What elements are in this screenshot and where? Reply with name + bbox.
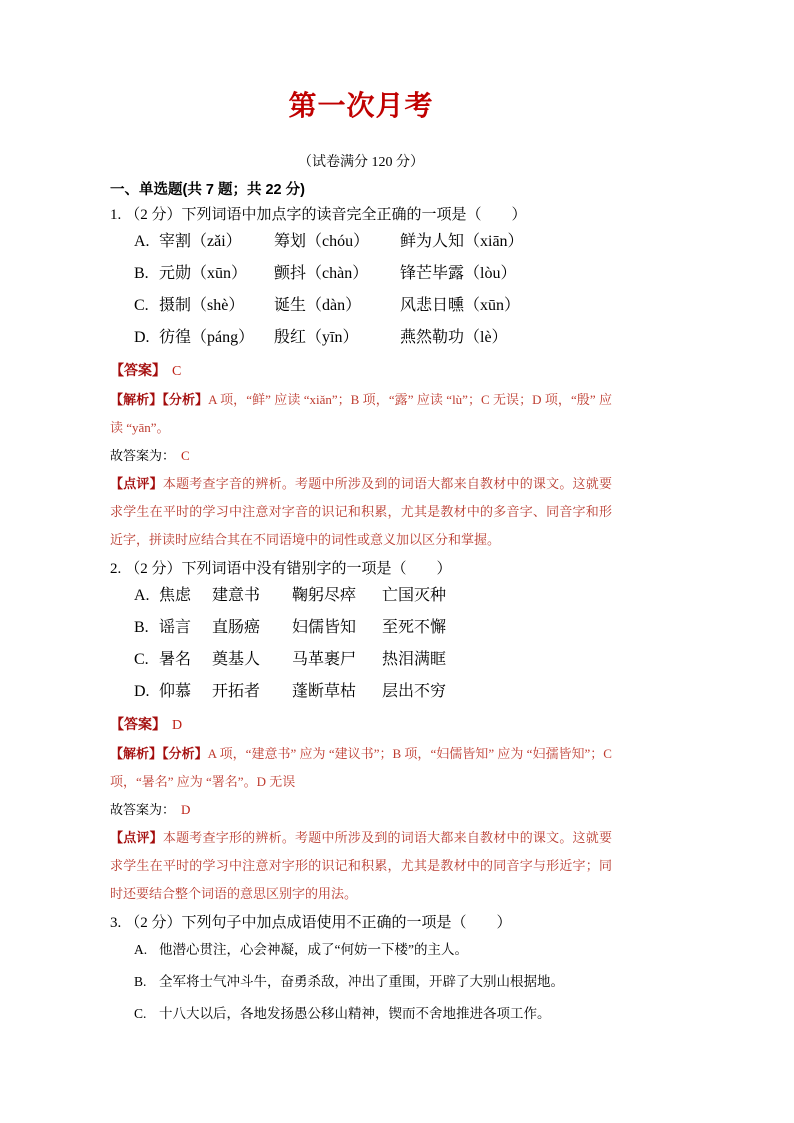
question-2-option-c — [110, 644, 612, 676]
answer-tag: 【答案】 — [110, 718, 166, 733]
question-2-comment — [110, 824, 612, 908]
question-1-analysis — [110, 386, 612, 442]
question-3-option-b — [110, 966, 612, 998]
question-1-option-b — [110, 258, 612, 290]
option-word: 锋芒毕露（lòu） — [400, 265, 517, 282]
option-word: 热泪满眶 — [382, 651, 447, 668]
option-word: 元勋（xūn） — [159, 265, 248, 282]
option-word: 奠基人 — [212, 651, 261, 668]
analysis-tag: 【解析】【分析】 — [110, 746, 208, 761]
option-word: 蓬断草枯 — [292, 683, 357, 700]
question-2-stem — [110, 558, 612, 580]
option-sentence: 十八大以后，各地发扬愚公移山精神，锲而不舍地推进各项工作。 — [159, 1006, 551, 1021]
question-1 — [110, 204, 612, 554]
question-stem-text: （2 分）下列词语中没有错别字的一项是（ ） — [125, 561, 452, 577]
option-label: B. — [134, 974, 147, 989]
option-word: 筹划（chóu） — [274, 233, 370, 250]
comment-text: 本题考查字音的辨析。考题中所涉及到的词语大都来自教材中的课文。这就要求学生在平时的学习中注意对字音的识记和积累，尤其是教材中的多音字、同音字和形近字，拼读时应结合其在不同语境中的词性或意义加以区分和掌握。 — [110, 476, 612, 547]
option-label: A. — [134, 587, 150, 604]
option-word: 彷徨（páng） — [159, 329, 255, 346]
option-label: D. — [134, 329, 150, 346]
option-label: C. — [134, 297, 149, 314]
conclusion-label: 故答案为： — [110, 802, 176, 817]
question-1-conclusion — [110, 442, 612, 470]
section-heading: 一、单选题(共 7 题；共 22 分) — [110, 182, 305, 198]
answer-letter: C — [172, 364, 182, 379]
option-label: D. — [134, 683, 150, 700]
question-3-option-c — [110, 998, 612, 1030]
answer-letter: D — [172, 718, 183, 733]
analysis-text: A 项，“鲜” 应读 “xiǎn”；B 项，“露” 应读 “lù”；C 无误；D 项，“殷” 应读 “yān”。 — [110, 392, 612, 435]
question-stem-text: （2 分）下列词语中加点字的读音完全正确的一项是（ ） — [125, 207, 527, 223]
option-label: C. — [134, 651, 149, 668]
option-word: 开拓者 — [212, 683, 261, 700]
option-word: 殷红（yīn） — [274, 329, 359, 346]
option-label: A. — [134, 942, 148, 957]
comment-text: 本题考查字形的辨析。考题中所涉及到的词语大都来自教材中的课文。这就要求学生在平时的学习中注意对字形的识记和积累，尤其是教材中的同音字与形近字；同时还要结合整个词语的意思区别字的用法。 — [110, 830, 612, 901]
question-number: 1. — [110, 207, 122, 223]
analysis-text: A 项，“建意书” 应为 “建议书”；B 项，“妇儒皆知” 应为 “妇孺皆知”；C 项，“暑名” 应为 “署名”。D 无误 — [110, 746, 612, 789]
question-3-stem — [110, 912, 612, 934]
question-1-stem — [110, 204, 612, 226]
option-label: A. — [134, 233, 150, 250]
option-word: 建意书 — [212, 587, 261, 604]
question-2-option-b — [110, 612, 612, 644]
option-word: 鞠躬尽瘁 — [292, 587, 357, 604]
option-word: 摄制（shè） — [159, 297, 245, 314]
option-word: 层出不穷 — [382, 683, 447, 700]
option-sentence: 他潜心贯注，心会神凝，成了“何妨一下楼”的主人。 — [159, 942, 468, 957]
option-word: 鲜为人知（xiān） — [400, 233, 524, 250]
question-number: 2. — [110, 561, 122, 577]
option-word: 颤抖（chàn） — [274, 265, 369, 282]
option-word: 燕然勒功（lè） — [400, 329, 508, 346]
question-1-answer — [110, 358, 612, 386]
option-word: 仰慕 — [159, 683, 192, 700]
conclusion-letter: C — [181, 448, 190, 463]
option-word: 妇儒皆知 — [292, 619, 357, 636]
question-3-option-a — [110, 934, 612, 966]
page-title: 第一次月考 — [288, 91, 434, 122]
comment-tag: 【点评】 — [110, 476, 163, 491]
option-word: 风悲日曛（xūn） — [400, 297, 521, 314]
question-2-analysis — [110, 740, 612, 796]
conclusion-label: 故答案为： — [110, 448, 176, 463]
option-label: C. — [134, 1006, 147, 1021]
option-label: B. — [134, 619, 149, 636]
option-word: 焦虑 — [159, 587, 192, 604]
option-word: 诞生（dàn） — [274, 297, 362, 314]
option-word: 至死不懈 — [382, 619, 447, 636]
question-2-answer — [110, 712, 612, 740]
exam-total-score: （试卷满分 120 分） — [298, 155, 424, 170]
question-2-conclusion — [110, 796, 612, 824]
option-word: 马革裹尸 — [292, 651, 357, 668]
option-word: 暑名 — [159, 651, 192, 668]
option-word: 直肠癌 — [212, 619, 261, 636]
question-1-option-c — [110, 290, 612, 322]
option-word: 谣言 — [159, 619, 192, 636]
question-2 — [110, 558, 612, 908]
question-stem-text: （2 分）下列句子中加点成语使用不正确的一项是（ ） — [125, 915, 512, 931]
question-2-option-a — [110, 580, 612, 612]
question-2-option-d — [110, 676, 612, 708]
comment-tag: 【点评】 — [110, 830, 163, 845]
question-1-comment — [110, 470, 612, 554]
analysis-tag: 【解析】【分析】 — [110, 392, 209, 407]
conclusion-letter: D — [181, 802, 191, 817]
option-word: 亡国灭种 — [382, 587, 447, 604]
option-sentence: 全军将士气冲斗牛，奋勇杀敌，冲出了重围，开辟了大别山根据地。 — [159, 974, 564, 989]
question-3 — [110, 912, 612, 1030]
option-label: B. — [134, 265, 149, 282]
question-1-option-a — [110, 226, 612, 258]
question-1-option-d — [110, 322, 612, 354]
option-word: 宰割（zǎi） — [159, 233, 242, 250]
question-number: 3. — [110, 915, 122, 931]
answer-tag: 【答案】 — [110, 364, 166, 379]
